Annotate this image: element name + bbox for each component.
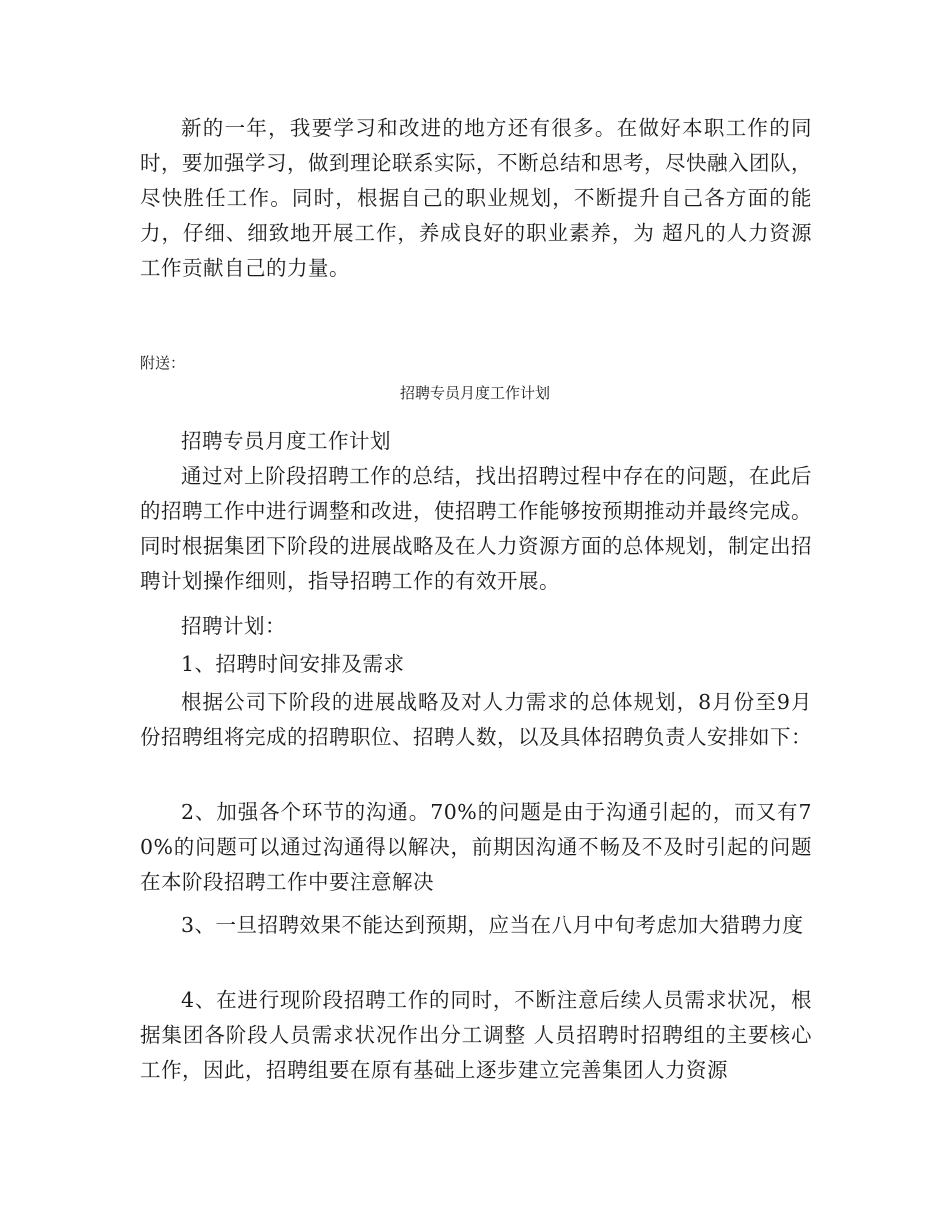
plan-label: 招聘计划：	[181, 614, 286, 638]
item1-heading: 1、招聘时间安排及需求	[181, 652, 405, 676]
item1-body: 根据公司下阶段的进展战略及对人力需求的总体规划，8月份至9月份招聘组将完成的招聘职位、招聘人数，以及具体招聘负责人安排如下：	[140, 690, 812, 749]
item4-paragraph: 4、在进行现阶段招聘工作的同时，不断注意后续人员需求状况，根据集团各阶段人员需求状况作出分工调整 人员招聘时招聘组的主要核心工作，因此，招聘组要在原有基础上逐步建立完善集团人力资源	[140, 988, 812, 1082]
paragraph-intro: 新的一年，我要学习和改进的地方还有很多。在做好本职工作的同时，要加强学习，做到理论联系实际，不断总结和思考，尽快融入团队，尽快胜任工作。同时，根据自己的职业规划，不断提升自己各方面的能力，仔细、细致地开展工作，养成良好的职业素养，为 超凡的人力资源工作贡献自己的力量。	[140, 116, 812, 280]
item2-paragraph: 2、加强各个环节的沟通。70%的问题是由于沟通引起的，而又有70%的问题可以通过沟通得以解决，前期因沟通不畅及不及时引起的问题在本阶段招聘工作中要注意解决	[140, 800, 812, 894]
item3-paragraph: 3、一旦招聘效果不能达到预期，应当在八月中旬考虑加大猎聘力度	[181, 913, 804, 937]
appendix-label: 附送：	[140, 354, 186, 372]
appendix-title: 招聘专员月度工作计划	[399, 384, 550, 402]
paragraph-summary: 通过对上阶段招聘工作的总结，找出招聘过程中存在的问题，在此后的招聘工作中进行调整和改进，使招聘工作能够按预期推动并最终完成。同时根据集团下阶段的进展战略及在人力资源方面的总体规划，制定出招聘计划操作细则，指导招聘工作的有效开展。	[140, 464, 812, 593]
section-heading: 招聘专员月度工作计划	[181, 429, 391, 453]
